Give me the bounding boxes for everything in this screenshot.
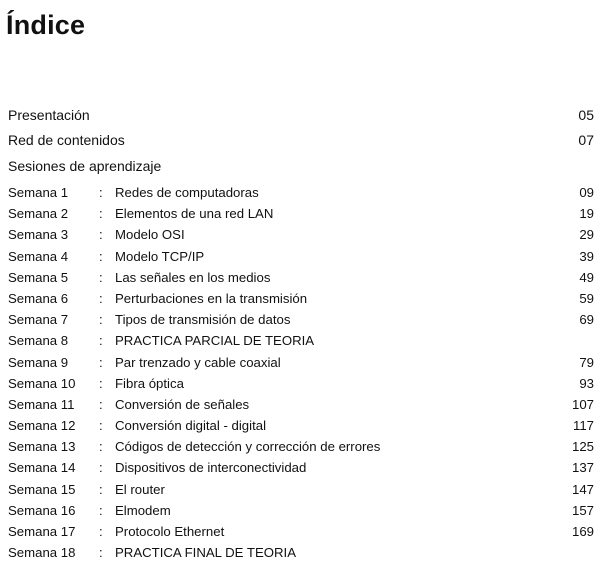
week-topic: Dispositivos de interconectividad <box>115 460 307 476</box>
toc-week-row <box>8 224 594 245</box>
week-page: 125 <box>571 439 594 455</box>
toc-week-row <box>8 415 594 436</box>
toc-entry-page: 05 <box>578 107 594 123</box>
week-label: Semana 13 <box>8 439 76 455</box>
week-separator: : <box>99 375 103 391</box>
toc-week-row <box>8 182 594 203</box>
toc-week-row <box>8 352 594 373</box>
week-separator: : <box>99 248 103 264</box>
week-label: Semana 9 <box>8 354 69 370</box>
week-page: 169 <box>571 524 594 539</box>
week-separator: : <box>99 354 103 370</box>
week-topic: Par trenzado y cable coaxial <box>115 354 281 370</box>
week-label: Semana 12 <box>8 418 76 434</box>
week-topic: Redes de computadoras <box>115 185 259 200</box>
week-separator: : <box>99 439 103 455</box>
week-topic: Conversión de señales <box>115 396 250 412</box>
toc-week-row <box>8 373 594 394</box>
week-label: Semana 17 <box>8 524 76 539</box>
toc-entry-label: Presentación <box>8 107 90 123</box>
week-label: Semana 18 <box>8 545 76 561</box>
toc-week-row <box>8 330 594 351</box>
week-separator: : <box>99 227 103 243</box>
toc-week-row <box>8 309 594 330</box>
week-label: Semana 2 <box>8 206 69 222</box>
week-topic: Perturbaciones en la transmisión <box>115 290 308 306</box>
week-label: Semana 14 <box>8 460 76 476</box>
week-topic: Elementos de una red LAN <box>115 206 274 222</box>
week-separator: : <box>99 333 103 349</box>
toc-week-row <box>8 542 594 563</box>
week-page: 93 <box>579 375 594 391</box>
sessions-heading: Sesiones de aprendizaje <box>8 158 162 174</box>
week-separator: : <box>99 502 103 518</box>
week-separator: : <box>99 460 103 476</box>
week-page: 79 <box>579 354 594 370</box>
week-separator: : <box>99 524 103 539</box>
week-page: 69 <box>579 312 594 328</box>
toc-week-row <box>8 500 594 521</box>
week-topic: PRACTICA FINAL DE TEORIA <box>115 545 296 561</box>
week-page: 49 <box>579 269 594 285</box>
week-label: Semana 8 <box>8 333 69 349</box>
week-separator: : <box>99 418 103 434</box>
week-label: Semana 1 <box>8 185 69 200</box>
week-topic: Modelo TCP/IP <box>115 248 205 264</box>
week-separator: : <box>99 545 103 561</box>
toc-week-row <box>8 521 594 542</box>
week-page: 09 <box>579 185 594 200</box>
week-label: Semana 16 <box>8 502 76 518</box>
toc-week-row <box>8 457 594 478</box>
toc-week-row <box>8 436 594 457</box>
toc-week-row <box>8 203 594 224</box>
week-topic: Las señales en los medios <box>115 269 271 285</box>
week-label: Semana 4 <box>8 248 69 264</box>
week-separator: : <box>99 396 103 412</box>
week-topic: Conversión digital - digital <box>115 418 266 434</box>
week-separator: : <box>99 481 103 497</box>
week-label: Semana 6 <box>8 290 69 306</box>
toc-entry-label: Red de contenidos <box>8 132 125 148</box>
week-topic: Fibra óptica <box>115 375 184 391</box>
week-topic: El router <box>115 481 165 497</box>
week-topic: Protocolo Ethernet <box>115 524 225 539</box>
week-page: 19 <box>579 206 594 222</box>
week-separator: : <box>99 185 103 200</box>
week-page: 137 <box>571 460 594 476</box>
week-page: 29 <box>579 227 594 243</box>
week-page: 157 <box>571 502 594 518</box>
toc-week-row <box>8 288 594 309</box>
toc-entry-presentacion <box>8 105 594 125</box>
page-title: Índice <box>6 10 86 40</box>
week-topic: Elmodem <box>115 502 171 518</box>
week-page: 59 <box>579 290 594 306</box>
week-topic: Códigos de detección y corrección de errores <box>115 439 381 455</box>
week-page: 147 <box>571 481 594 497</box>
week-label: Semana 10 <box>8 375 76 391</box>
week-label: Semana 7 <box>8 312 69 328</box>
week-separator: : <box>99 206 103 222</box>
week-separator: : <box>99 312 103 328</box>
week-label: Semana 15 <box>8 481 76 497</box>
weeks-list <box>8 182 594 563</box>
week-page: 39 <box>579 248 594 264</box>
toc-week-row <box>8 479 594 500</box>
week-topic: PRACTICA PARCIAL DE TEORIA <box>115 333 315 349</box>
week-page: 107 <box>571 396 594 412</box>
toc-entry-page: 07 <box>578 132 594 148</box>
week-label: Semana 3 <box>8 227 69 243</box>
week-label: Semana 11 <box>8 396 75 412</box>
toc-week-row <box>8 394 594 415</box>
toc-entry-red-de-contenidos <box>8 130 594 150</box>
toc-week-row <box>8 246 594 267</box>
toc-week-row <box>8 267 594 288</box>
week-page: 117 <box>572 418 594 434</box>
week-separator: : <box>99 290 103 306</box>
week-separator: : <box>99 269 103 285</box>
week-label: Semana 5 <box>8 269 69 285</box>
week-topic: Tipos de transmisión de datos <box>115 312 291 328</box>
week-topic: Modelo OSI <box>115 227 185 243</box>
